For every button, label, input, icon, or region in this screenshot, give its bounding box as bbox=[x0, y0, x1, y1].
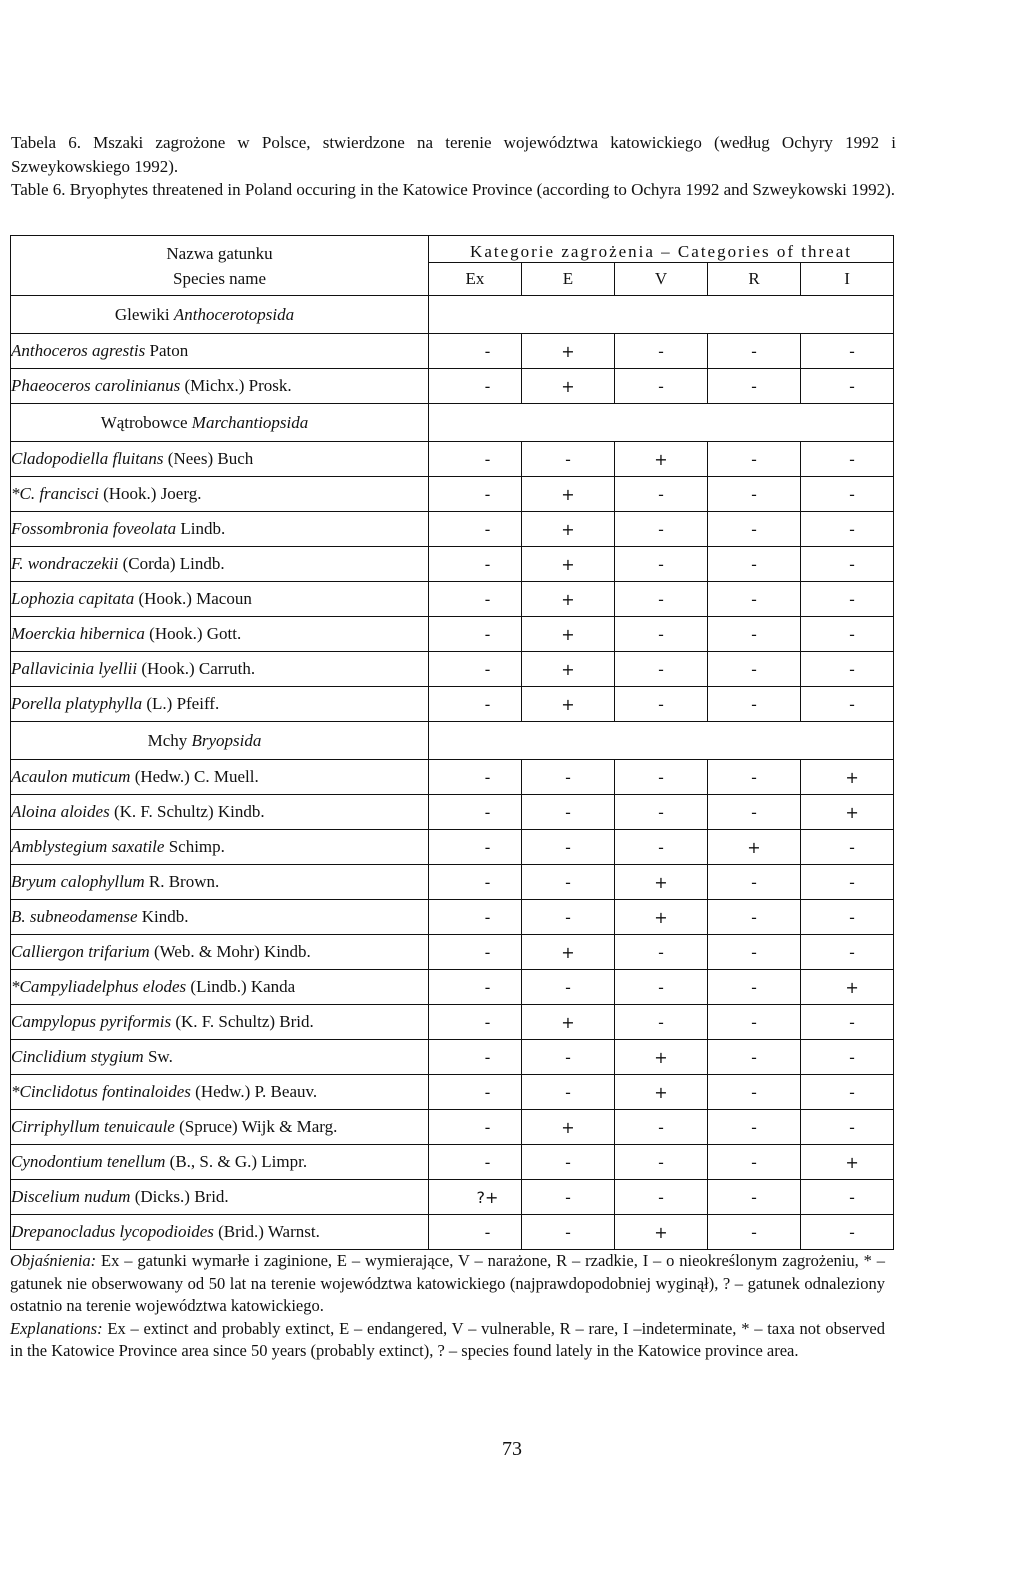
category-value: - bbox=[615, 547, 708, 582]
category-value: - bbox=[615, 1110, 708, 1145]
threat-table bbox=[10, 235, 894, 1250]
category-value: - bbox=[708, 1215, 801, 1250]
category-value: + bbox=[522, 1005, 615, 1040]
category-value: - bbox=[708, 935, 801, 970]
species-latin: Amblystegium saxatile bbox=[11, 837, 165, 856]
explanations-english-lead: Explanations: bbox=[10, 1318, 103, 1338]
species-latin: Drepanocladus lycopodioides bbox=[11, 1222, 214, 1241]
species-latin: Aloina aloides bbox=[11, 802, 110, 821]
category-value: + bbox=[522, 1110, 615, 1145]
category-value: - bbox=[801, 935, 894, 970]
species-latin: Campylopus pyriformis bbox=[11, 1012, 172, 1031]
category-value: - bbox=[708, 512, 801, 547]
species-name bbox=[11, 865, 429, 900]
category-value: - bbox=[801, 865, 894, 900]
category-value: + bbox=[522, 369, 615, 404]
table-row bbox=[11, 512, 894, 547]
category-value: + bbox=[615, 900, 708, 935]
category-header: V bbox=[615, 263, 708, 296]
species-name bbox=[11, 1075, 429, 1110]
table-row bbox=[11, 760, 894, 795]
category-value: - bbox=[708, 582, 801, 617]
category-value: - bbox=[522, 1145, 615, 1180]
species-latin: Fossombronia foveolata bbox=[11, 519, 177, 538]
species-name bbox=[11, 477, 429, 512]
species-latin: Calliergon trifarium bbox=[11, 942, 150, 961]
species-author: (Corda) Lindb. bbox=[118, 554, 225, 573]
category-value: - bbox=[708, 442, 801, 477]
category-value: - bbox=[522, 900, 615, 935]
category-value: - bbox=[708, 795, 801, 830]
explanations-english-text: Ex – extinct and probably extinct, E – endangered, V – vulnerable, R – rare, I –indeterminate, * – taxa not observed in the Katowice Province area since 50 years (probably extinct), ? – species found lately in the Katowice province area. bbox=[10, 1318, 885, 1361]
species-author: (Hedw.) P. Beauv. bbox=[190, 1082, 318, 1101]
table-row bbox=[11, 477, 894, 512]
category-value: - bbox=[429, 1145, 522, 1180]
species-latin: Cynodontium tenellum bbox=[11, 1152, 166, 1171]
table-row bbox=[11, 900, 894, 935]
explanations-polish-text: Ex – gatunki wymarłe i zaginione, E – wymierające, V – narażone, R – rzadkie, I – o nieokreślonym zagrożeniu, * – gatunek nie obserwowany od 50 lat na terenie województwa katowickiego (najprawdopodobniej wyginął), ? – gatunek odnaleziony ostatnio na terenie województwa katowickiego. bbox=[10, 1251, 885, 1316]
category-value: - bbox=[615, 687, 708, 722]
group-row bbox=[11, 296, 894, 334]
category-value: - bbox=[429, 1005, 522, 1040]
species-latin: Cladopodiella fluitans bbox=[11, 449, 164, 468]
species-author: (K. F. Schultz) Brid. bbox=[171, 1012, 314, 1031]
table-row bbox=[11, 652, 894, 687]
category-value: + bbox=[522, 935, 615, 970]
category-value: - bbox=[615, 1145, 708, 1180]
category-value: + bbox=[615, 1040, 708, 1075]
category-value: - bbox=[708, 900, 801, 935]
species-latin: *Cinclidotus fontinaloides bbox=[11, 1082, 191, 1101]
category-value: - bbox=[708, 617, 801, 652]
category-value: + bbox=[522, 334, 615, 369]
category-value: - bbox=[708, 547, 801, 582]
category-header: R bbox=[708, 263, 801, 296]
species-name bbox=[11, 442, 429, 477]
category-value: - bbox=[615, 617, 708, 652]
group-row bbox=[11, 722, 894, 760]
category-value: - bbox=[708, 760, 801, 795]
species-name bbox=[11, 1005, 429, 1040]
category-value: - bbox=[522, 442, 615, 477]
table-row bbox=[11, 1110, 894, 1145]
species-author: (Nees) Buch bbox=[163, 449, 254, 468]
species-author: (Web. & Mohr) Kindb. bbox=[149, 942, 311, 961]
category-value: - bbox=[615, 795, 708, 830]
category-value: - bbox=[801, 477, 894, 512]
category-value: - bbox=[429, 477, 522, 512]
category-value: - bbox=[801, 617, 894, 652]
category-value: - bbox=[429, 760, 522, 795]
category-value: + bbox=[522, 617, 615, 652]
category-value: - bbox=[522, 865, 615, 900]
category-value: - bbox=[429, 582, 522, 617]
species-author: Lindb. bbox=[176, 519, 226, 538]
species-author: (Spruce) Wijk & Marg. bbox=[174, 1117, 338, 1136]
table-row bbox=[11, 1180, 894, 1215]
category-value: - bbox=[615, 935, 708, 970]
category-value: - bbox=[801, 369, 894, 404]
category-value: + bbox=[615, 1075, 708, 1110]
species-author: (Michx.) Prosk. bbox=[180, 376, 292, 395]
category-value: + bbox=[801, 1145, 894, 1180]
category-value: - bbox=[615, 1180, 708, 1215]
category-value: - bbox=[429, 900, 522, 935]
category-value: - bbox=[522, 760, 615, 795]
category-value: - bbox=[801, 900, 894, 935]
species-author: Kindb. bbox=[137, 907, 189, 926]
category-value: - bbox=[522, 1075, 615, 1110]
category-value: - bbox=[615, 334, 708, 369]
category-value: - bbox=[429, 369, 522, 404]
table-row bbox=[11, 795, 894, 830]
category-value: - bbox=[429, 935, 522, 970]
species-latin: *Campyliadelphus elodes bbox=[11, 977, 187, 996]
category-value: + bbox=[615, 442, 708, 477]
species-name bbox=[11, 795, 429, 830]
category-value: - bbox=[708, 477, 801, 512]
species-name bbox=[11, 970, 429, 1005]
table-row bbox=[11, 1005, 894, 1040]
species-latin: Cinclidium stygium bbox=[11, 1047, 144, 1066]
category-value: - bbox=[522, 970, 615, 1005]
caption-english: Table 6. Bryophytes threatened in Poland occuring in the Katowice Province (according to Ochyra 1992 and Szweykowski 1992). bbox=[11, 180, 895, 199]
species-name bbox=[11, 512, 429, 547]
category-value: - bbox=[801, 1110, 894, 1145]
species-author: Sw. bbox=[143, 1047, 173, 1066]
table-row bbox=[11, 687, 894, 722]
species-latin: F. wondraczekii bbox=[11, 554, 119, 573]
category-value: - bbox=[801, 547, 894, 582]
category-value: + bbox=[522, 547, 615, 582]
species-author: (Dicks.) Brid. bbox=[130, 1187, 229, 1206]
species-name bbox=[11, 760, 429, 795]
category-value: - bbox=[615, 652, 708, 687]
category-value: - bbox=[708, 1180, 801, 1215]
species-latin: Acaulon muticum bbox=[11, 767, 131, 786]
species-author: (Hedw.) C. Muell. bbox=[130, 767, 259, 786]
species-name bbox=[11, 1180, 429, 1215]
category-value: - bbox=[615, 970, 708, 1005]
explanations bbox=[10, 1250, 885, 1363]
category-value: - bbox=[708, 334, 801, 369]
category-value: - bbox=[801, 334, 894, 369]
table-row bbox=[11, 935, 894, 970]
species-name bbox=[11, 935, 429, 970]
species-name bbox=[11, 1040, 429, 1075]
group-name bbox=[11, 296, 429, 334]
species-latin: Cirriphyllum tenuicaule bbox=[11, 1117, 175, 1136]
category-value: - bbox=[429, 795, 522, 830]
category-value: - bbox=[615, 369, 708, 404]
category-value: - bbox=[429, 830, 522, 865]
group-taxon: Bryopsida bbox=[191, 730, 262, 750]
category-value: - bbox=[708, 1145, 801, 1180]
table-row bbox=[11, 1075, 894, 1110]
category-value: - bbox=[708, 1040, 801, 1075]
species-name-header-pl: Nazwa gatunku bbox=[166, 243, 273, 263]
species-author: (Hook.) Carruth. bbox=[137, 659, 256, 678]
group-label: Wątrobowce bbox=[100, 412, 188, 432]
category-value: - bbox=[801, 652, 894, 687]
group-empty-cell bbox=[429, 404, 894, 442]
explanations-polish bbox=[10, 1250, 885, 1318]
species-author: (Lindb.) Kanda bbox=[186, 977, 296, 996]
category-value: - bbox=[801, 1180, 894, 1215]
category-value: - bbox=[615, 477, 708, 512]
group-empty-cell bbox=[429, 296, 894, 334]
table-row bbox=[11, 547, 894, 582]
page-number: 73 bbox=[502, 1438, 522, 1460]
species-latin: Phaeoceros carolinianus bbox=[11, 376, 181, 395]
category-value: + bbox=[522, 512, 615, 547]
group-empty-cell bbox=[429, 722, 894, 760]
table-row bbox=[11, 442, 894, 477]
group-label: Mchy bbox=[147, 730, 188, 750]
species-author: (L.) Pfeiff. bbox=[142, 694, 220, 713]
category-value: - bbox=[429, 865, 522, 900]
category-value: - bbox=[708, 970, 801, 1005]
category-value: - bbox=[708, 1075, 801, 1110]
table-row bbox=[11, 970, 894, 1005]
species-latin: Pallavicinia lyellii bbox=[11, 659, 138, 678]
category-value: - bbox=[801, 1215, 894, 1250]
species-name-header-en: Species name bbox=[173, 268, 266, 288]
category-value: + bbox=[522, 687, 615, 722]
group-label: Glewiki bbox=[114, 304, 170, 324]
category-value: - bbox=[429, 652, 522, 687]
category-value: - bbox=[708, 1005, 801, 1040]
species-name bbox=[11, 900, 429, 935]
explanations-english bbox=[10, 1318, 885, 1363]
category-value: - bbox=[615, 760, 708, 795]
category-value: - bbox=[801, 1005, 894, 1040]
group-name bbox=[11, 722, 429, 760]
category-value: + bbox=[708, 830, 801, 865]
species-latin: Discelium nudum bbox=[11, 1187, 131, 1206]
group-row bbox=[11, 404, 894, 442]
caption-polish: Tabela 6. Mszaki zagrożone w Polsce, stwierdzone na terenie województwa katowickiego (według Ochyry 1992 i Szweykowskiego 1992). bbox=[11, 133, 896, 176]
species-author: Schimp. bbox=[164, 837, 225, 856]
species-name bbox=[11, 687, 429, 722]
category-value: - bbox=[522, 1180, 615, 1215]
table-caption bbox=[11, 131, 896, 202]
table-row bbox=[11, 865, 894, 900]
species-author: Paton bbox=[145, 341, 189, 360]
category-value: - bbox=[708, 865, 801, 900]
species-name bbox=[11, 617, 429, 652]
species-name bbox=[11, 1215, 429, 1250]
species-name bbox=[11, 547, 429, 582]
species-name bbox=[11, 652, 429, 687]
category-value: - bbox=[522, 1215, 615, 1250]
category-value: + bbox=[801, 970, 894, 1005]
category-value: - bbox=[801, 1040, 894, 1075]
category-value: - bbox=[801, 442, 894, 477]
table-row bbox=[11, 830, 894, 865]
group-taxon: Marchantiopsida bbox=[191, 412, 309, 432]
category-value: - bbox=[429, 1040, 522, 1075]
species-author: (Hook.) Joerg. bbox=[98, 484, 202, 503]
category-value: + bbox=[615, 865, 708, 900]
species-name bbox=[11, 369, 429, 404]
species-name bbox=[11, 1110, 429, 1145]
species-latin: B. subneodamense bbox=[11, 907, 138, 926]
species-author: R. Brown. bbox=[144, 872, 220, 891]
species-name bbox=[11, 1145, 429, 1180]
category-value: - bbox=[615, 1005, 708, 1040]
species-latin: Lophozia capitata bbox=[11, 589, 135, 608]
category-value: - bbox=[429, 334, 522, 369]
species-name bbox=[11, 830, 429, 865]
category-value: - bbox=[708, 652, 801, 687]
table-row bbox=[11, 1040, 894, 1075]
table-row bbox=[11, 582, 894, 617]
category-value: - bbox=[615, 830, 708, 865]
category-value: - bbox=[801, 830, 894, 865]
category-value: - bbox=[801, 512, 894, 547]
species-author: (B., S. & G.) Limpr. bbox=[165, 1152, 308, 1171]
category-value: + bbox=[801, 795, 894, 830]
category-value: - bbox=[429, 1215, 522, 1250]
category-value: - bbox=[429, 687, 522, 722]
species-latin: Anthoceros agrestis bbox=[11, 341, 146, 360]
table-row bbox=[11, 334, 894, 369]
category-value: - bbox=[429, 442, 522, 477]
category-value: ?+ bbox=[429, 1180, 522, 1215]
table-body bbox=[11, 296, 894, 1250]
species-latin: *C. francisci bbox=[11, 484, 99, 503]
category-value: - bbox=[429, 617, 522, 652]
species-name-header bbox=[11, 236, 429, 296]
species-latin: Moerckia hibernica bbox=[11, 624, 145, 643]
category-value: - bbox=[522, 1040, 615, 1075]
table-row bbox=[11, 369, 894, 404]
species-author: (Brid.) Warnst. bbox=[213, 1222, 320, 1241]
categories-header: Kategorie zagrożenia – Categories of threat bbox=[429, 236, 894, 263]
category-value: - bbox=[429, 1075, 522, 1110]
table-row bbox=[11, 1215, 894, 1250]
category-value: - bbox=[615, 582, 708, 617]
group-name bbox=[11, 404, 429, 442]
category-value: - bbox=[429, 1110, 522, 1145]
category-value: + bbox=[522, 477, 615, 512]
group-taxon: Anthocerotopsida bbox=[173, 304, 295, 324]
category-header: Ex bbox=[429, 263, 522, 296]
category-value: - bbox=[801, 1075, 894, 1110]
species-name bbox=[11, 334, 429, 369]
category-value: - bbox=[522, 795, 615, 830]
category-value: - bbox=[708, 1110, 801, 1145]
category-value: + bbox=[801, 760, 894, 795]
explanations-polish-lead: Objaśnienia: bbox=[10, 1251, 97, 1270]
table-row bbox=[11, 1145, 894, 1180]
category-value: - bbox=[801, 582, 894, 617]
category-value: + bbox=[522, 582, 615, 617]
category-value: - bbox=[429, 547, 522, 582]
species-latin: Porella platyphylla bbox=[11, 694, 143, 713]
category-value: - bbox=[429, 970, 522, 1005]
category-header: E bbox=[522, 263, 615, 296]
category-value: - bbox=[708, 369, 801, 404]
category-value: + bbox=[615, 1215, 708, 1250]
species-latin: Bryum calophyllum bbox=[11, 872, 145, 891]
category-value: - bbox=[429, 512, 522, 547]
species-author: (Hook.) Gott. bbox=[144, 624, 242, 643]
category-value: + bbox=[522, 652, 615, 687]
table-row bbox=[11, 617, 894, 652]
species-name bbox=[11, 582, 429, 617]
category-value: - bbox=[522, 830, 615, 865]
species-author: (Hook.) Macoun bbox=[134, 589, 252, 608]
category-value: - bbox=[801, 687, 894, 722]
category-header: I bbox=[801, 263, 894, 296]
category-value: - bbox=[708, 687, 801, 722]
category-value: - bbox=[615, 512, 708, 547]
species-author: (K. F. Schultz) Kindb. bbox=[109, 802, 265, 821]
